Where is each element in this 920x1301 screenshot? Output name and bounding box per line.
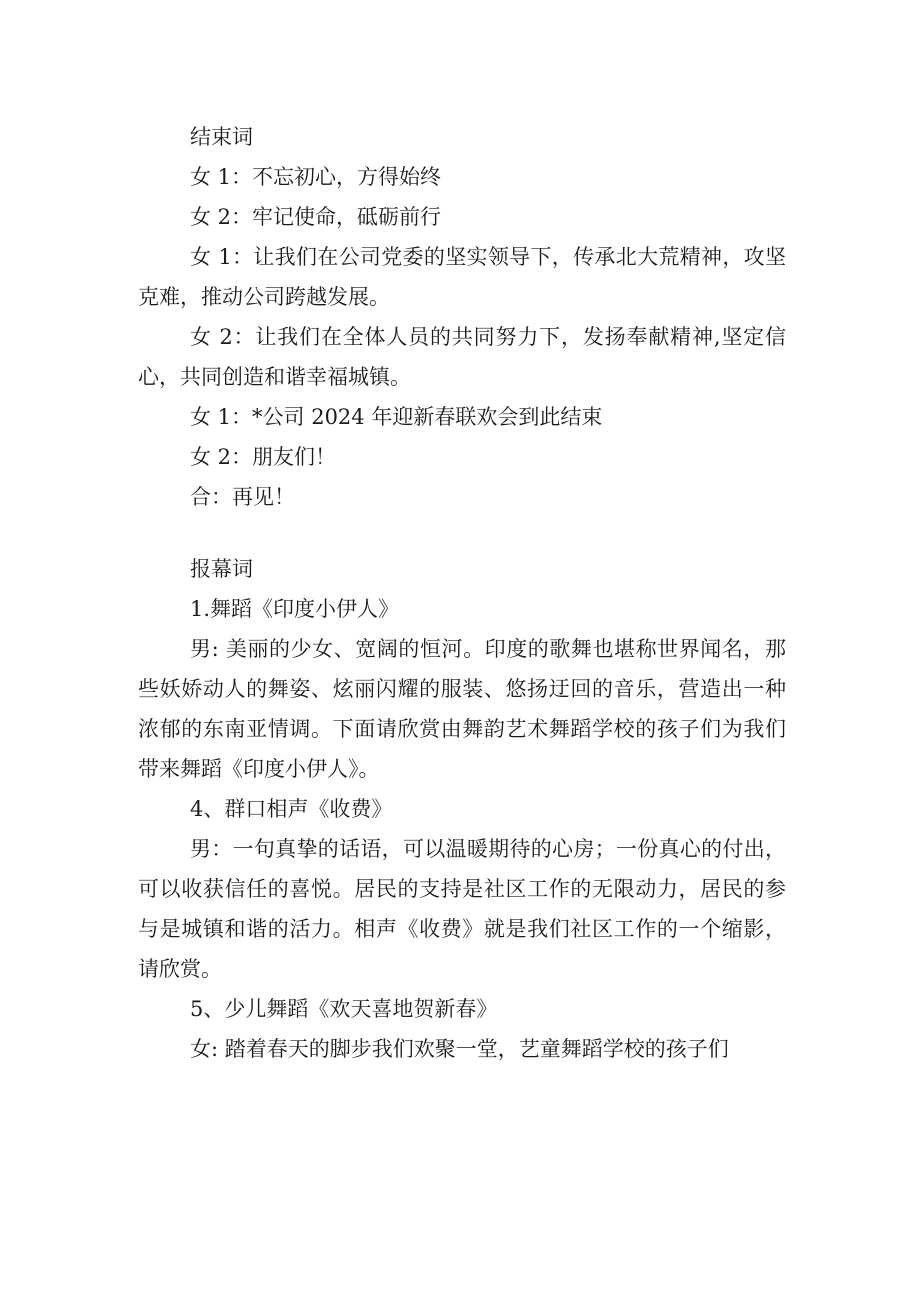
closing-heading: 结束词 [190,125,253,149]
closing-line: 女 1：让我们在公司党委的坚实领导下，传承北大荒精神，攻坚克难，推动公司跨越发展。 [138,245,786,309]
host-script: 男: 美丽的少女、宽阔的恒河。印度的歌舞也堪称世界闻名，那些妖娇动人的舞姿、炫丽闪耀的服装、悠扬迂回的音乐，营造出一种浓郁的东南亚情调。下面请欣赏由舞韵艺术舞蹈学校的孩子们为我们带来舞蹈《印度小伊人》。 [138,637,786,781]
announcements-heading: 报幕词 [190,557,253,581]
closing-line: 女 1：不忘初心，方得始终 [190,165,442,189]
program-title: 5、少儿舞蹈《欢天喜地贺新春》 [190,997,498,1021]
closing-line: 女 2：朋友们！ [190,445,337,469]
program-title: 4、群口相声《收费》 [190,797,393,821]
host-script: 男：一句真挚的话语，可以温暖期待的心房；一份真心的付出，可以收获信任的喜悦。居民的支持是社区工作的无限动力，居民的参与是城镇和谐的活力。相声《收费》就是我们社区工作的一个缩影，请欣赏。 [138,837,786,981]
section-spacer [138,517,786,549]
program-title: 1.舞蹈《印度小伊人》 [190,597,400,621]
closing-line: 女 1：*公司 2024 年迎新春联欢会到此结束 [190,405,603,429]
closing-line: 女 2：牢记使命，砥砺前行 [190,205,442,229]
closing-line: 合：再见！ [190,485,295,509]
host-script: 女: 踏着春天的脚步我们欢聚一堂，艺童舞蹈学校的孩子们 [190,1037,729,1061]
closing-line: 女 2：让我们在全体人员的共同努力下，发扬奉献精神,坚定信心，共同创造和谐幸福城镇。 [138,325,786,389]
document-body [138,117,786,1069]
